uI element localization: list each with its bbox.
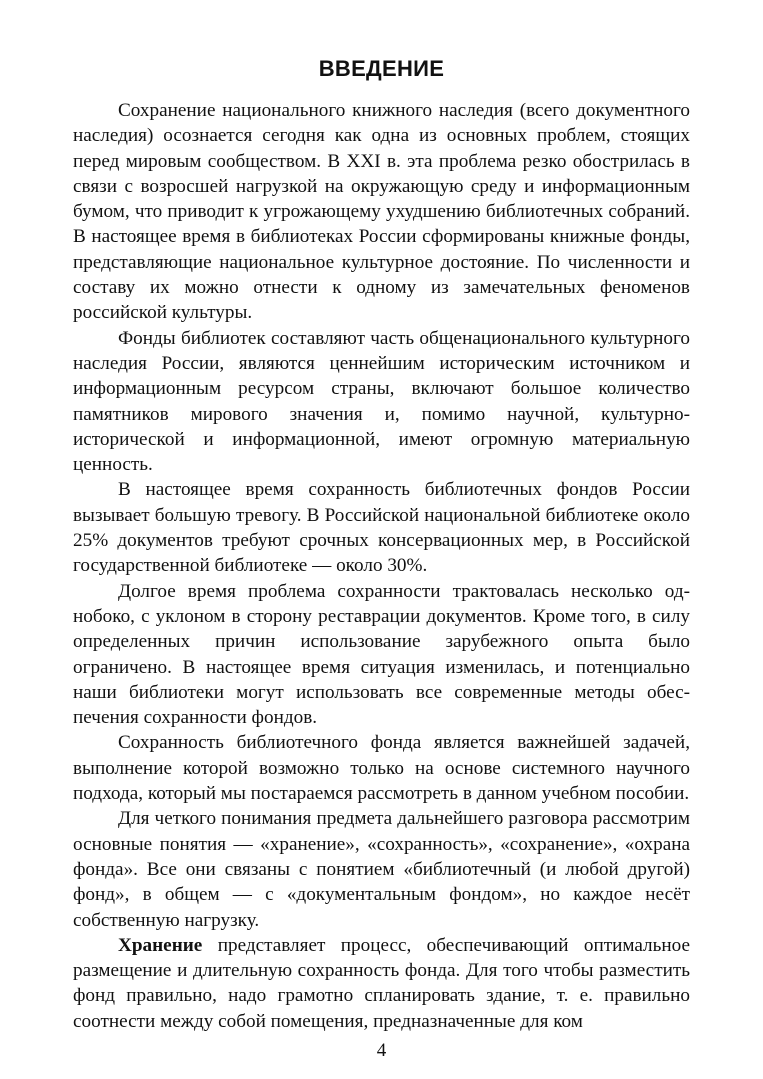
document-page [73, 0, 690, 1079]
paragraph-6: Для четкого понимания предмета дальнейшего разговора рассмотрим основные понятия — «хранение», «сохранность», «сохранение», «охрана фонда». Все они связаны с понятием «библиотечный (и любой другой) фонд», в общем — с «документальным фондом», но каждое несёт собственную нагрузку. [73, 808, 690, 931]
paragraph-3: В настоящее время сохранность библиотечных фондов России вызывает большую тревогу. В Российской национальной библиотеке около 25% документов требуют срочных консервационных мер, в Российской государственной библиотеке — около 30%. [73, 479, 690, 577]
paragraph-5: Сохранность библиотечного фонда является важнейшей задачей, выполнение которой возможно только на основе системного научного подхода, который мы постараемся рассмотреть в данном учебном пособии. [73, 732, 690, 805]
paragraph-4: Долгое время проблема сохранности трактовалась несколько однобоко, с уклоном в сторону реставрации документов. Кроме того, в силу определенных причин использование зарубежного опыта было ограничено. В настоящее время ситуация изменилась, и потенциально наши библиотеки могут использовать все современные методы обеспечения сохранности фондов. [73, 580, 690, 729]
page-number: 4 [376, 1040, 387, 1061]
paragraph-7-text: представляет процесс, обеспечивающий оптимальное размещение и длительную сохранность фонда. Для того чтобы разместить фонд правильно, надо грамотно спланировать здание, т. е. правильно соотнести между собой помещения, предназначенные для ком [73, 934, 690, 1032]
paragraph-2: Фонды библиотек составляют часть общенационального культурного наследия России, являются ценнейшим историческим источником и информационным ресурсом страны, включают большое количество памятников мирового значения и, помимо научной, культурно-исторической и информационной, имеют огромную материальную ценность. [73, 327, 690, 476]
paragraph-7 [73, 933, 690, 1034]
paragraph-1: Сохранение национального книжного наследия (всего документного наследия) осознается сегодня как одна из основных проблем, стоящих перед мировым сообществом. В XXI в. эта проблема резко обострилась в связи с возросшей нагрузкой на окружающую среду и информационным бумом, что приводит к угрожающему ухудшению библиотечных собраний. В настоящее время в библиотеках России сформированы книжные фонды, представляющие национальное культурное достояние. По численности и составу их можно отнести к одному из замечательных феноменов российской культуры. [73, 100, 690, 324]
term-khranenie: Хранение [118, 934, 203, 956]
page-title: ВВЕДЕНИЕ [318, 56, 445, 81]
body-text [73, 98, 690, 1034]
